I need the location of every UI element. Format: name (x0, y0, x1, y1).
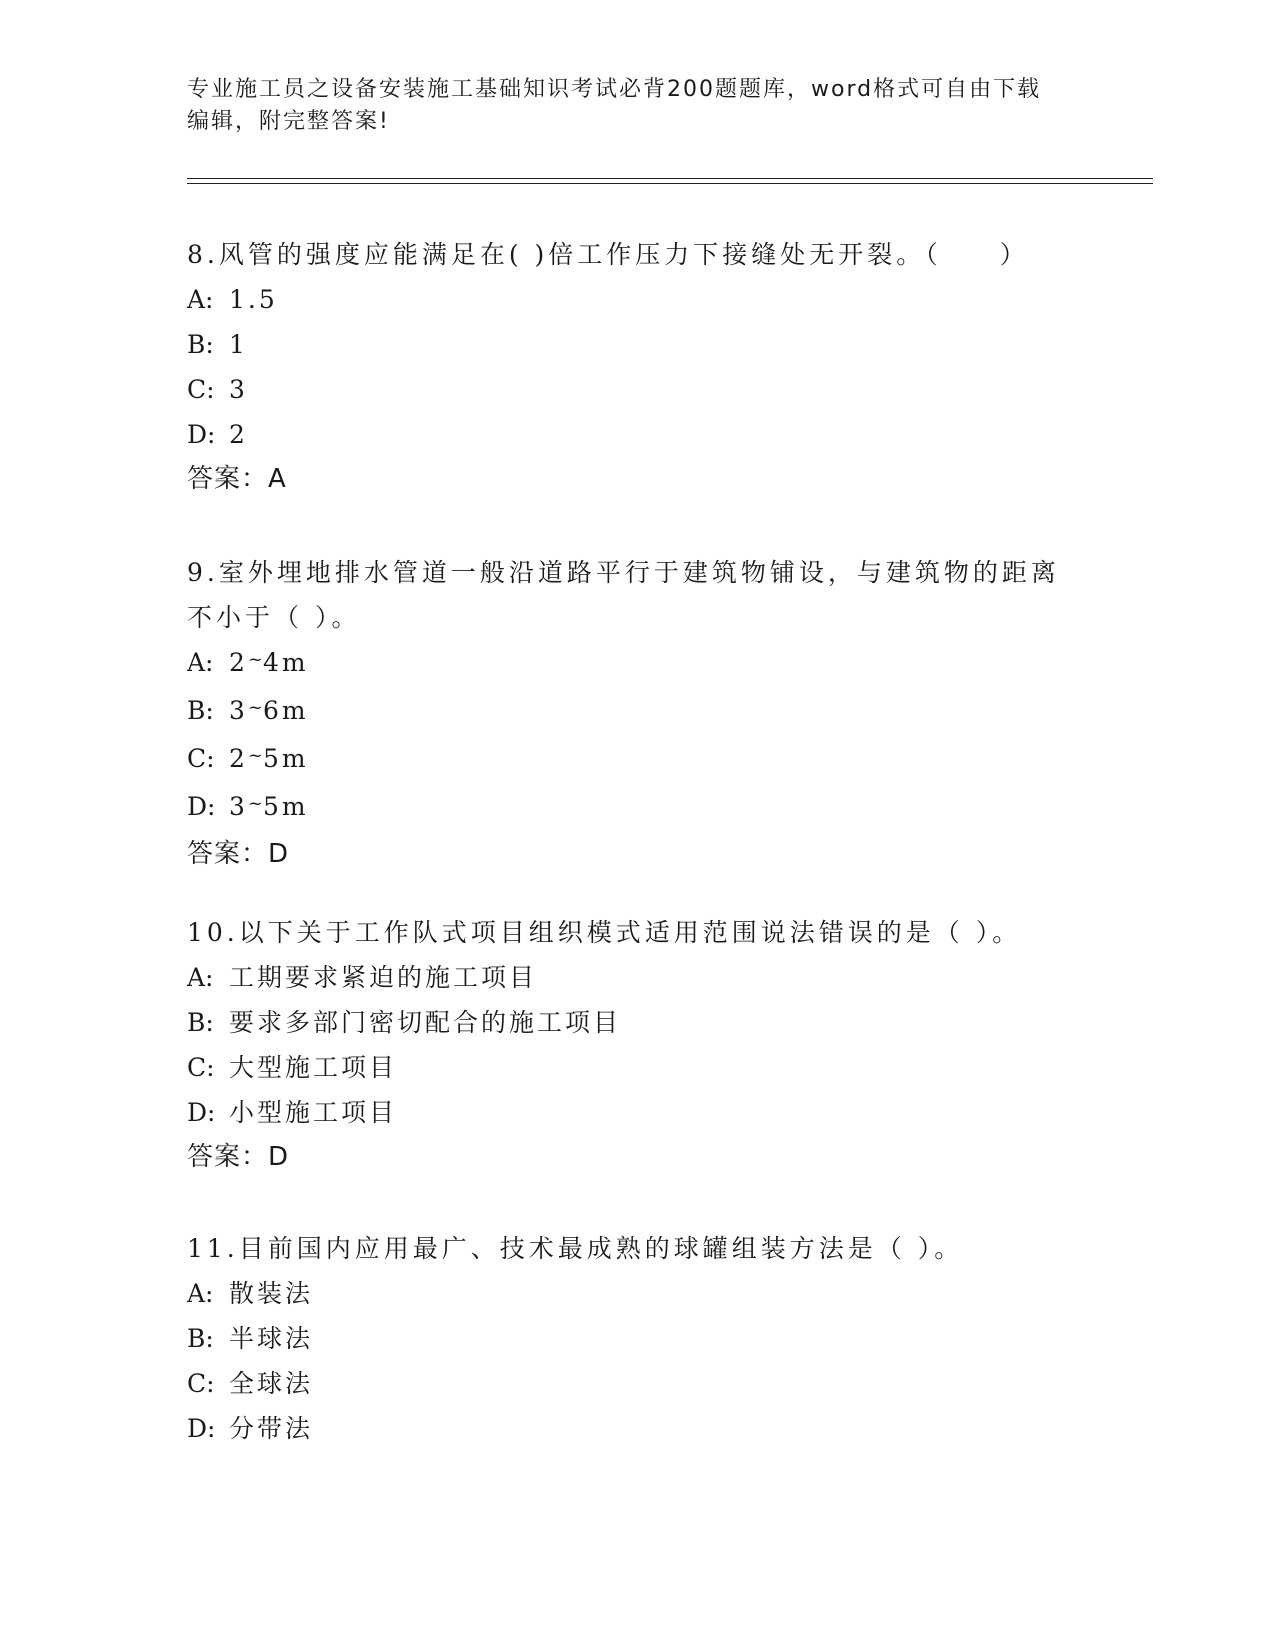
range-separator: ~ (247, 793, 263, 814)
option-text: 1 (229, 330, 248, 359)
option-label: C: (187, 1369, 215, 1398)
question-10 (187, 910, 1087, 1180)
option-label: C: (187, 375, 215, 404)
option-c (187, 1045, 1087, 1090)
option-b (187, 322, 1087, 367)
option-b (187, 688, 1087, 736)
range-separator: ~ (247, 649, 263, 670)
answer: 答案：A (187, 464, 287, 494)
option-label: A: (187, 285, 214, 314)
option-label: A: (187, 648, 214, 677)
range-start: 3 (229, 696, 248, 725)
range-start: 2 (229, 744, 248, 773)
option-label: D: (187, 420, 216, 449)
range-end: 5m (263, 792, 309, 821)
question-stem-line-1: 9.室外埋地排水管道一般沿道路平行于建筑物铺设，与建筑物的距离 (187, 558, 1060, 587)
option-text: 小型施工项目 (229, 1098, 398, 1127)
range-end: 5m (263, 744, 309, 773)
option-label: B: (187, 330, 214, 359)
question-9 (187, 550, 1087, 877)
option-c (187, 367, 1087, 412)
header-rule-bottom (187, 183, 1153, 184)
option-label: C: (187, 744, 215, 773)
answer: 答案：D (187, 839, 290, 869)
range-end: 4m (263, 648, 309, 677)
option-label: C: (187, 1053, 215, 1082)
question-stem: 11.目前国内应用最广、技术最成熟的球罐组装方法是（ ）。 (187, 1234, 964, 1263)
option-text: 全球法 (229, 1369, 314, 1398)
option-a (187, 277, 1087, 322)
option-d (187, 412, 1087, 457)
option-label: D: (187, 1098, 216, 1127)
option-d (187, 1090, 1087, 1135)
question-stem-line-2: 不小于（ ）。 (187, 603, 361, 632)
option-d (187, 1406, 1087, 1451)
option-text: 大型施工项目 (229, 1053, 398, 1082)
header-line-1: 专业施工员之设备安装施工基础知识考试必背200题题库，word格式可自由下载 (187, 77, 1042, 102)
question-11 (187, 1226, 1087, 1451)
option-text: 要求多部门密切配合的施工项目 (229, 1008, 622, 1037)
header-rule-top (187, 178, 1153, 179)
option-a (187, 640, 1087, 688)
option-label: D: (187, 1414, 216, 1443)
option-label: B: (187, 1008, 214, 1037)
document-header (187, 74, 1087, 138)
option-c (187, 736, 1087, 784)
option-d (187, 784, 1087, 832)
option-label: A: (187, 963, 214, 992)
option-text: 半球法 (229, 1324, 314, 1353)
header-line-2: 编辑，附完整答案! (187, 109, 390, 134)
range-start: 2 (229, 648, 248, 677)
option-label: B: (187, 696, 214, 725)
option-c (187, 1361, 1087, 1406)
option-text: 1.5 (229, 285, 278, 314)
range-end: 6m (263, 696, 309, 725)
option-b (187, 1000, 1087, 1045)
question-8 (187, 232, 1087, 502)
option-text: 散装法 (229, 1279, 314, 1308)
option-label: B: (187, 1324, 214, 1353)
question-stem: 8.风管的强度应能满足在( )倍工作压力下接缝处无开裂。（ ） (187, 240, 1029, 269)
option-label: A: (187, 1279, 214, 1308)
question-stem: 10.以下关于工作队式项目组织模式适用范围说法错误的是（ ）。 (187, 918, 1022, 947)
option-text: 2 (229, 420, 248, 449)
option-text: 分带法 (229, 1414, 314, 1443)
range-start: 3 (229, 792, 248, 821)
option-a (187, 955, 1087, 1000)
answer: 答案：D (187, 1142, 290, 1172)
option-a (187, 1271, 1087, 1316)
option-text: 工期要求紧迫的施工项目 (229, 963, 538, 992)
range-separator: ~ (247, 697, 263, 718)
range-separator: ~ (247, 745, 263, 766)
option-b (187, 1316, 1087, 1361)
option-label: D: (187, 792, 216, 821)
option-text: 3 (229, 375, 248, 404)
